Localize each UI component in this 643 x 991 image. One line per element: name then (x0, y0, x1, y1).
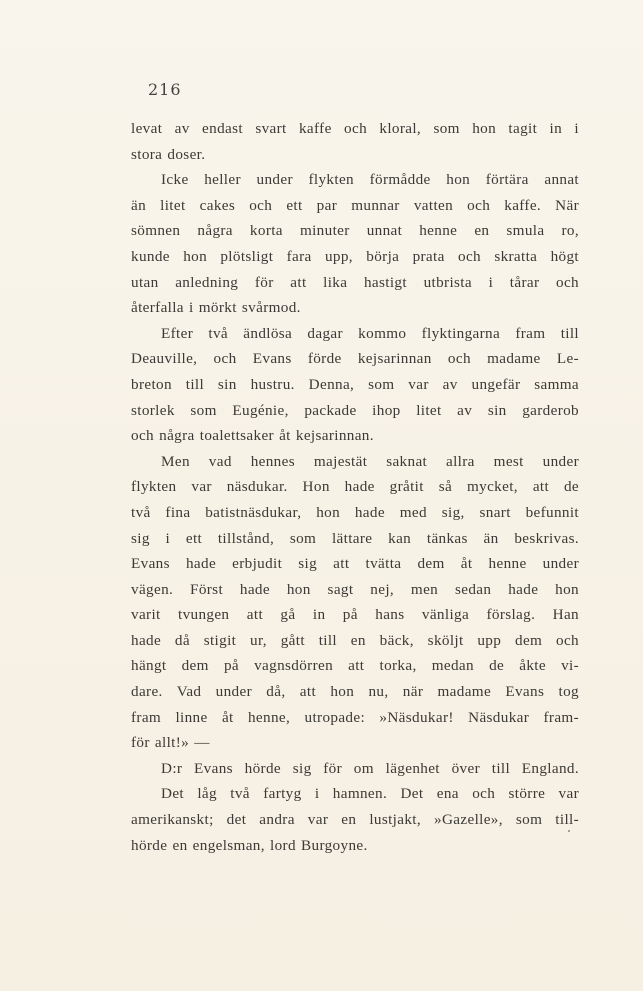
text-line: dare. Vad under då, att hon nu, när madame Evans tog (131, 683, 579, 701)
text-line: storlek som Eugénie, packade ihop litet av sin garderob (131, 401, 579, 419)
text-line: Icke heller under flykten förmådde hon förtära annat (161, 171, 579, 189)
text-line: Det låg två fartyg i hamnen. Det ena och större var (161, 785, 579, 803)
text-line: utan anledning för att lika hastigt utbrista i tårar och (131, 273, 579, 291)
text-line: flykten var näsdukar. Hon hade gråtit så mycket, att de (131, 478, 579, 496)
text-line: för allt!» — (131, 734, 210, 752)
text-line: sömnen några korta minuter unnat henne en smula ro, (131, 222, 579, 240)
text-line: och några toalettsaker åt kejsarinnan. (131, 427, 374, 445)
text-line: D:r Evans hörde sig för om lägenhet över till England. (161, 759, 579, 777)
text-line: breton till sin hustru. Denna, som var av ungefär samma (131, 375, 579, 393)
text-line: fram linne åt henne, utropade: »Näsdukar! Näsdukar fram- (131, 708, 579, 726)
text-line: hade då stigit ur, gått till en bäck, sköljt upp dem och (131, 631, 579, 649)
text-line: vägen. Först hade hon sagt nej, men sedan hade hon (131, 580, 579, 598)
text-line: varit tvungen att gå in på hans vänliga förslag. Han (131, 606, 579, 624)
text-line: hörde en engelsman, lord Burgoyne. (131, 836, 368, 854)
text-line: Men vad hennes majestät saknat allra mest under (161, 452, 579, 470)
text-line: Evans hade erbjudit sig att tvätta dem åt henne under (131, 555, 579, 573)
text-line: återfalla i mörkt svårmod. (131, 299, 301, 317)
body-text (131, 116, 579, 858)
text-line: sig i ett tillstånd, som lättare kan tänkas än beskrivas. (131, 529, 579, 547)
text-line: levat av endast svart kaffe och kloral, som hon tagit in i (131, 120, 579, 137)
ink-speck (568, 830, 570, 832)
text-line: Efter två ändlösa dagar kommo flyktingarna fram till (161, 324, 579, 342)
text-line: Deauville, och Evans förde kejsarinnan och madame Le- (131, 350, 579, 368)
text-line: än litet cakes och ett par munnar vatten och kaffe. När (131, 196, 579, 214)
text-line: två fina batistnäsdukar, hon hade med sig, snart befunnit (131, 503, 579, 521)
page-number: 216 (148, 80, 182, 99)
text-line: hängt dem på vagnsdörren att torka, medan de åkte vi- (131, 657, 579, 675)
text-line: stora doser. (131, 145, 206, 163)
text-line: amerikanskt; det andra var en lustjakt, »Gazelle», som till- (131, 811, 579, 829)
text-line: kunde hon plötsligt fara upp, börja prata och skratta högt (131, 247, 579, 265)
